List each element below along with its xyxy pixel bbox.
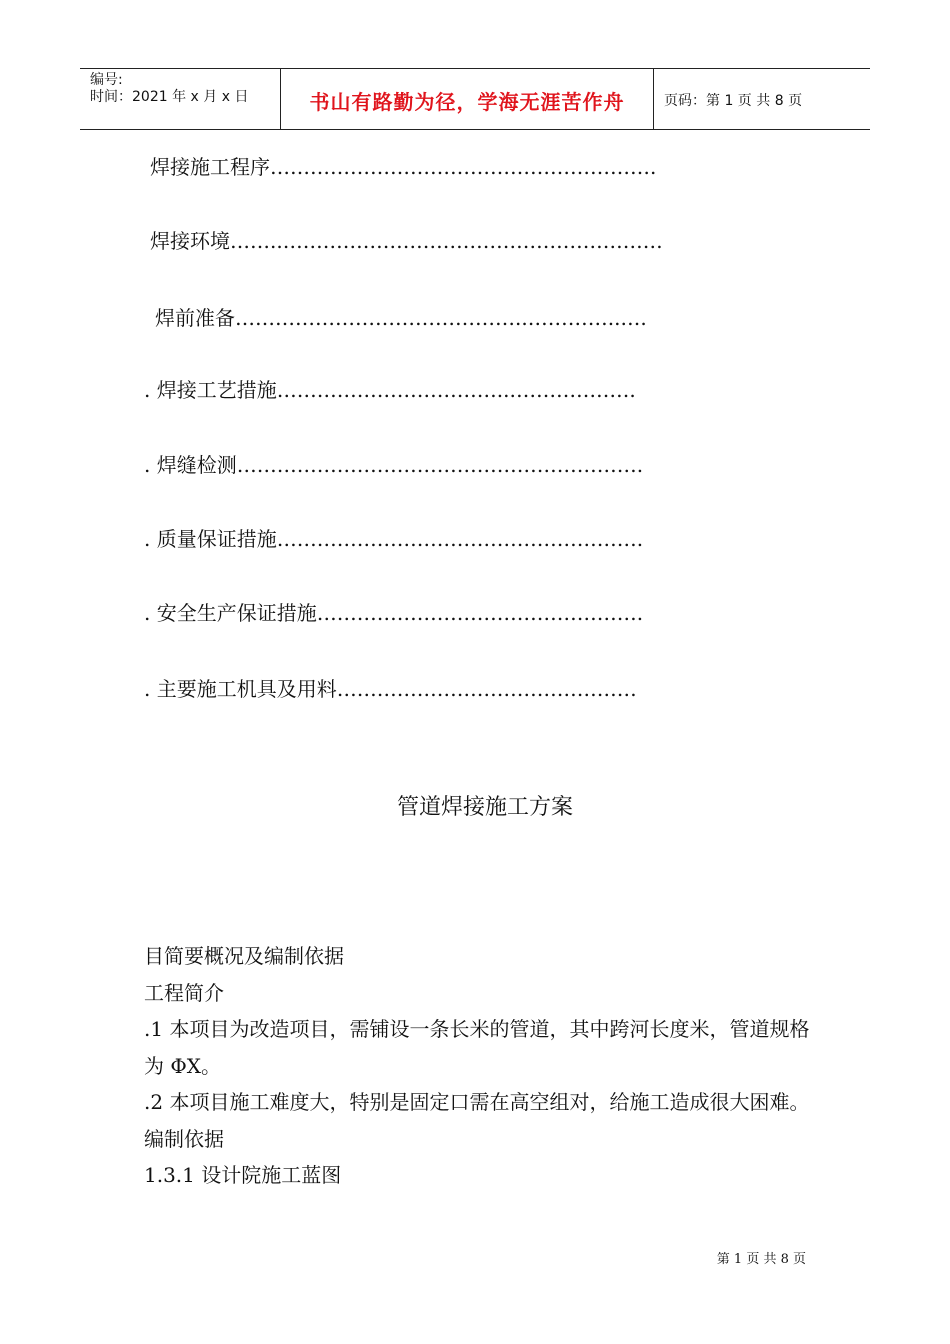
- body-paragraph: .2 本项目施工难度大，特别是固定口需在高空组对，给施工造成很大困难。: [144, 1090, 810, 1114]
- body-paragraph: 1.3.1 设计院施工蓝图: [144, 1163, 342, 1187]
- document-time-label: 时间：2021 年 x 月 x 日: [90, 89, 249, 105]
- toc-item: 焊前准备……………………………………..…………..….: [155, 306, 647, 330]
- body-paragraph: .1 本项目为改造项目，需铺设一条长米的管道，其中跨河长度米，管道规格为 ΦⅩ。: [144, 1017, 810, 1078]
- document-body: [144, 938, 812, 1194]
- toc-item: . 主要施工机具及用料………………………………………: [144, 677, 637, 701]
- toc-item: . 安全生产保证措施………………………………………….: [144, 601, 644, 625]
- page-footer: 第 1 页 共 8 页: [716, 1252, 806, 1267]
- toc-item: . 焊接工艺措施……………………………..……………….: [144, 378, 636, 402]
- toc-item: 焊接施工程序………………………………………………….: [150, 155, 657, 179]
- header-motto: 书山有路勤为径，学海无涯苦作舟: [309, 90, 625, 114]
- header-motto-cell: [281, 69, 654, 129]
- toc-item: 焊接环境……..…………………………………………………: [150, 229, 663, 253]
- section-heading: 目简要概况及编制依据: [144, 944, 344, 968]
- toc-item: . 质量保证措施……………………………………………….: [144, 527, 644, 551]
- document-title: 管道焊接施工方案: [396, 795, 573, 820]
- page-header: [80, 68, 870, 130]
- subsection-heading: 工程简介: [144, 980, 224, 1005]
- header-page-number: 页码：第 1 页 共 8 页: [664, 93, 803, 109]
- toc-item: . 焊缝检测…………………………………………………….: [144, 453, 644, 477]
- subsection-heading: 编制依据: [144, 1126, 224, 1151]
- header-info-cell: [80, 69, 281, 129]
- header-page-cell: [654, 69, 870, 129]
- document-number-label: 编号:: [90, 72, 123, 88]
